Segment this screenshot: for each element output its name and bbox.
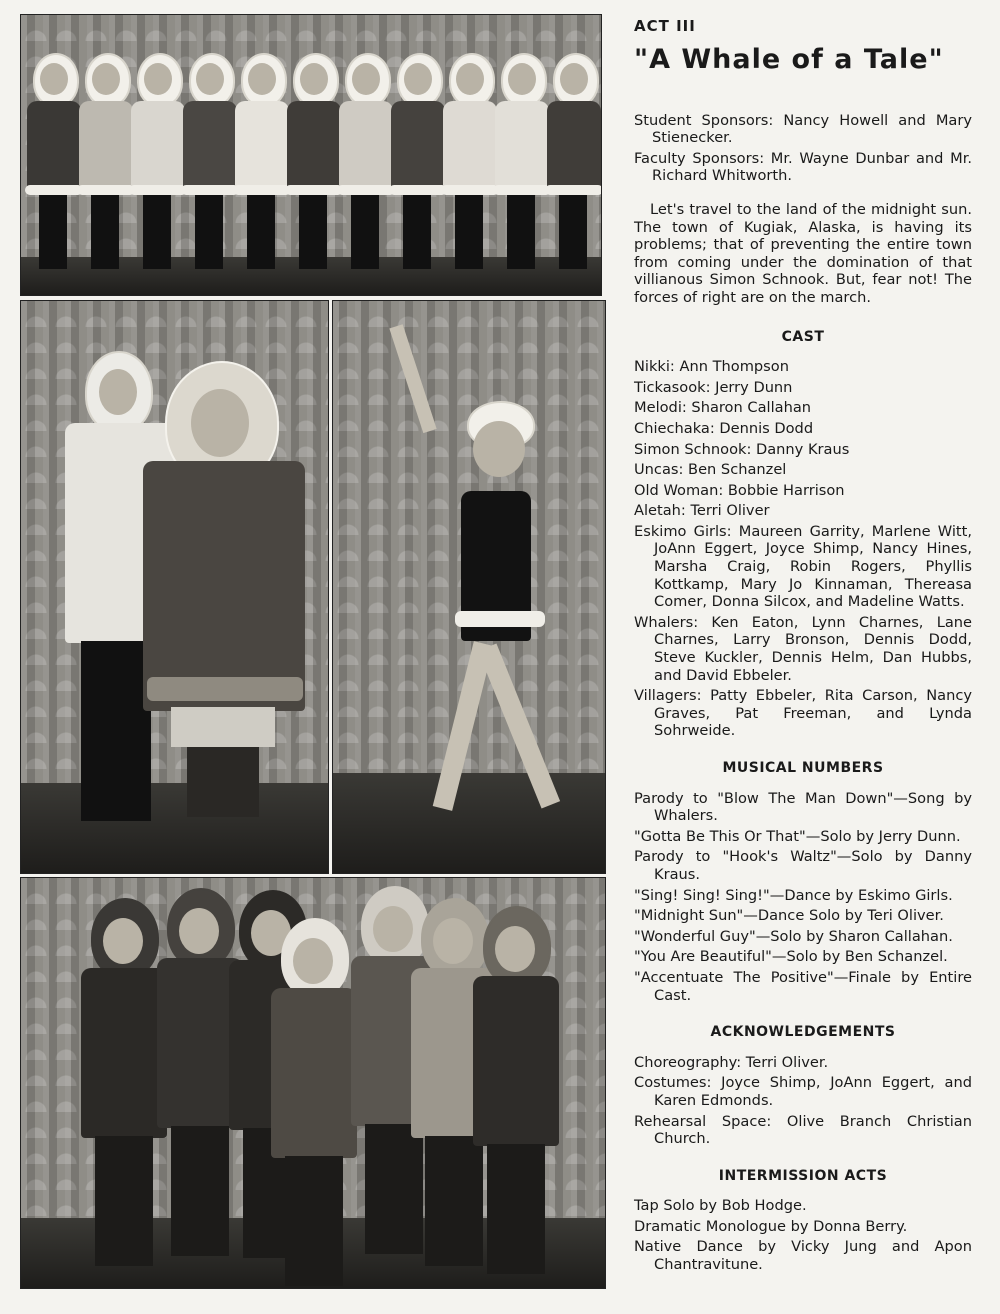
figure-dancer bbox=[393, 321, 593, 841]
musical-number-item: "You Are Beautiful"—Solo by Ben Schanzel. bbox=[634, 948, 948, 966]
musical-number-item: "Gotta Be This Or That"—Solo by Jerry Dunn. bbox=[634, 827, 961, 845]
musical-number-item: "Sing! Sing! Sing!"—Dance by Eskimo Girls. bbox=[634, 886, 953, 904]
cast-list bbox=[634, 358, 972, 740]
page-title: "A Whale of a Tale" bbox=[634, 43, 944, 75]
intro-paragraph: Let's travel to the land of the midnight sun. The town of Kugiak, Alaska, is having its problems; that of preventing the entire town from coming under the domination of that villianous Simon Schnook. But, fear not! The forces of right are on the march. bbox=[634, 200, 972, 306]
intermission-item: Native Dance by Vicky Jung and Apon Chantravitune. bbox=[634, 1238, 972, 1274]
acknowledgements-heading: ACKNOWLEDGEMENTS bbox=[710, 1024, 896, 1041]
student-sponsors: Student Sponsors: Nancy Howell and Mary Stienecker. bbox=[634, 111, 972, 147]
musical-number-item: "Accentuate The Positive"—Finale by Entire Cast. bbox=[634, 968, 972, 1004]
cast-item: Nikki: Ann Thompson bbox=[634, 358, 789, 376]
cast-item: Villagers: Patty Ebbeler, Rita Carson, Nancy Graves, Pat Freeman, and Lynda Sohrweide. bbox=[634, 687, 972, 740]
cast-item: Uncas: Ben Schanzel bbox=[634, 461, 787, 479]
chorus-girl-figure bbox=[545, 53, 601, 273]
faculty-sponsors: Faculty Sponsors: Mr. Wayne Dunbar and Mr. Richard Whitworth. bbox=[634, 149, 972, 185]
musical-number-item: "Wonderful Guy"—Solo by Sharon Callahan. bbox=[634, 927, 953, 945]
chorus-girl-figure bbox=[129, 53, 185, 273]
intermission-list bbox=[634, 1197, 972, 1273]
photo-parka-duo bbox=[20, 300, 329, 874]
musical-number-item: Parody to "Blow The Man Down"—Song by Whalers. bbox=[634, 789, 972, 825]
acknowledgement-item: Rehearsal Space: Olive Branch Christian Church. bbox=[634, 1112, 972, 1148]
musical-number-item: Parody to "Hook's Waltz"—Solo by Danny Kraus. bbox=[634, 848, 972, 883]
chorus-girl-figure bbox=[441, 53, 497, 273]
chorus-girl-figure bbox=[233, 53, 289, 273]
cast-item: Whalers: Ken Eaton, Lynn Charnes, Lane Charnes, Larry Bronson, Dennis Dodd, Steve Kuckler, Dennis Helm, Dan Hubbs, and David Ebbeler. bbox=[634, 613, 972, 684]
program-text bbox=[634, 18, 972, 1277]
group-member-figure bbox=[271, 918, 357, 1289]
photo-eskimo-girls-line bbox=[20, 14, 602, 296]
photo-dancer-solo bbox=[332, 300, 606, 874]
chorus-girl-figure bbox=[337, 53, 393, 273]
group-member-figure bbox=[473, 906, 559, 1286]
intermission-heading: INTERMISSION ACTS bbox=[718, 1167, 888, 1184]
cast-heading: CAST bbox=[781, 328, 825, 345]
musical-numbers-list bbox=[634, 790, 972, 1005]
cast-item: Chiechaka: Dennis Dodd bbox=[634, 419, 814, 437]
cast-item: Melodi: Sharon Callahan bbox=[634, 399, 812, 417]
musical-numbers-heading: MUSICAL NUMBERS bbox=[722, 760, 884, 776]
cast-item: Aletah: Terri Oliver bbox=[634, 502, 770, 520]
chorus-girl-figure bbox=[493, 53, 549, 273]
cast-item: Old Woman: Bobbie Harrison bbox=[634, 481, 845, 499]
group-member-figure bbox=[81, 898, 167, 1278]
chorus-girl-figure bbox=[389, 53, 445, 273]
cast-item: Simon Schnook: Danny Kraus bbox=[634, 440, 850, 458]
chorus-girl-figure bbox=[25, 53, 81, 273]
cast-item: Eskimo Girls: Maureen Garrity, Marlene Witt, JoAnn Eggert, Joyce Shimp, Nancy Hines, Marsha Craig, Robin Rogers, Phyllis Kottkamp, Mary Jo Kinnaman, Thereasa Comer, Donna Silcox, and Madeline Watts. bbox=[634, 522, 972, 611]
acknowledgement-item: Choreography: Terri Oliver. bbox=[634, 1053, 829, 1071]
acknowledgements-list bbox=[634, 1054, 972, 1148]
intermission-item: Tap Solo by Bob Hodge. bbox=[634, 1197, 807, 1215]
act-label: ACT III bbox=[634, 17, 696, 35]
chorus-girl-figure bbox=[181, 53, 237, 273]
acknowledgement-item: Costumes: Joyce Shimp, JoAnn Eggert, and Karen Edmonds. bbox=[634, 1074, 972, 1109]
intermission-item: Dramatic Monologue by Donna Berry. bbox=[634, 1217, 908, 1235]
chorus-girl-figure bbox=[77, 53, 133, 273]
musical-number-item: "Midnight Sun"—Dance Solo by Teri Oliver. bbox=[634, 907, 944, 925]
figure-girl-fur-parka bbox=[143, 361, 313, 841]
cast-item: Tickasook: Jerry Dunn bbox=[634, 378, 793, 396]
chorus-girl-figure bbox=[285, 53, 341, 273]
photo-hooded-group bbox=[20, 877, 606, 1289]
